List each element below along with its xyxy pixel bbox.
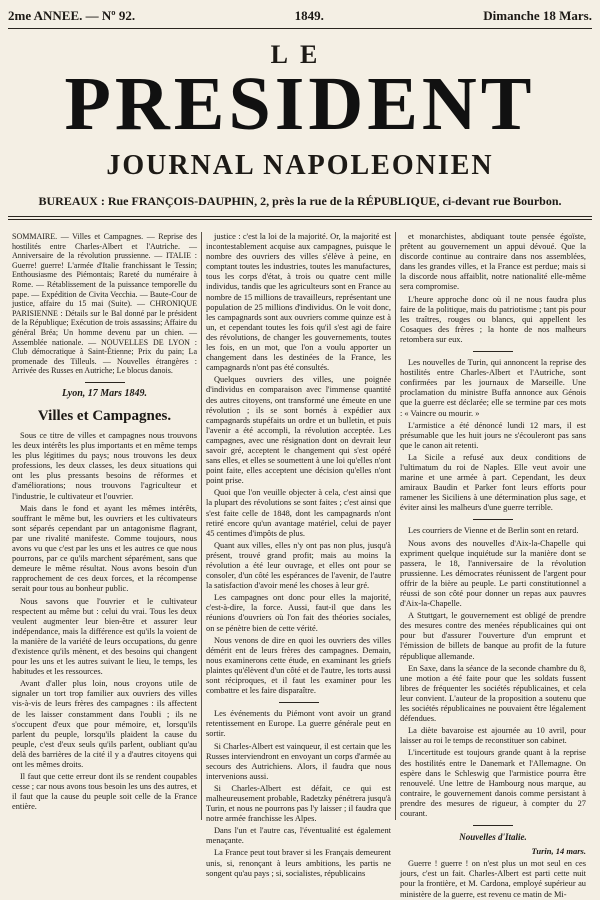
paragraph: Les campagnes ont donc pour elles la majorité, c'est-à-dire, la force. Aussi, faut-il que dans les réunions d'ouvriers où l'on fait des théories sociales, on se pénètre bien de cette vérité. <box>206 593 391 633</box>
paragraph: Les nouvelles de Turin, qui annoncent la reprise des hostilités entre Charles-Albert et l'Autriche, sont confirmées par les journaux de Marseille. Une proclamation du ministre Buffa annonce aux Génois que la guerre est déclarée; elle se termine par ces mots : « Vaincre ou mourir. » <box>400 358 586 418</box>
section-divider <box>473 519 513 520</box>
paragraph: Les événements du Piémont vont avoir un grand retentissement en Europe. La guerre générale peut en sortir. <box>206 709 391 739</box>
paragraph: Si Charles-Albert est vainqueur, il est certain que les Russes interviendront en envoyant un corps d'armée au secours des Autrichiens. Alors, il faudra que nous intervenions aussi. <box>206 741 391 781</box>
paragraph: Dans l'un et l'autre cas, l'éventualité est également menaçante. <box>206 826 391 846</box>
paragraph: La France peut tout braver si les Français demeurent unis, si, renonçant à leurs ambitions, les partis ne songent qu'au pays ; si, socialistes, républicains <box>206 848 391 878</box>
paragraph: Quoi que l'on veuille objecter à cela, c'est ainsi que la plupart des révolutions se sont faites ; c'est ainsi que s'est faite celle de 1848, dont les campagnards n'ont retiré encore qu'un avantage matériel, celui de payer 45 centimes d'impôts de plus. <box>206 488 391 538</box>
paragraph: La diète bavaroise est ajournée au 10 avril, pour laisser au roi le temps de reconstituer son cabinet. <box>400 726 586 746</box>
paragraph: Il faut que cette erreur dont ils se rendent coupables cesse ; car nous avons tous besoin les uns des autres, et il faut que la cause du peuple soit celle de la France entière. <box>12 772 197 812</box>
paragraph: et monarchistes, abdiquant toute pensée égoïste, prêtent au gouvernement un appui dévoué. Que la discorde continue au contraire dans nos assemblées, dans les grandes villes, et la France est perdue; mais si la discorde nous affaiblit, notre nationalité elle-même sera compromise. <box>400 232 586 292</box>
paragraph: Nous avons des nouvelles d'Aix-la-Chapelle qui expriment quelque inquiétude sur la manière dont se passera, le 18, l'anniversaire de la révolution prussienne. Les démocrates réunissent de l'argent pour offrir de la bière au peuple. Le parti constitutionnel a réussi de son côté pour donner un repas aux pauvres d'Aix-la-Chapelle. <box>400 538 586 609</box>
section-title: Nouvelles d'Italie. <box>459 832 527 843</box>
header-rule-bottom-2 <box>8 219 592 220</box>
paragraph: Avant d'aller plus loin, nous croyons utile de signaler un tort trop familier aux ouvriers des villes vis-à-vis de leurs frères des campagnes : ils affectent de les laisser constamment dans l'oubli ; ils ne s'occupent d'eux que pour mémoire, et, lorsqu'ils parlent du peuple, lorsqu'ils plaident la cause du peuple, c'est d'eux seuls qu'ils parlent, oubliant qu'au delà des barrières de la cité il y a d'autres citoyens qui ont les mêmes droits. <box>12 679 197 769</box>
column-right <box>396 232 590 899</box>
section-divider <box>279 702 319 703</box>
masthead-title: PRESIDENT <box>64 62 536 146</box>
issue-number: 2me ANNEE. — Nº 92. <box>8 8 136 23</box>
section-divider <box>473 351 513 352</box>
paragraph: justice : c'est la loi de la majorité. Or, la majorité est incontestablement acquise aux campagnes, puisque le nombre des ouvriers des villes s'élève à peine, en comptant toutes les industries, toutes les manufactures, tous les corps d'état, à trois ou quatre cent mille individus, tandis que les agriculteurs sont en France au nombre de 15 millions de travailleurs, représentant une population de 25 millions d'individus. On le voit donc, les campagnards sont aux ouvriers comme quinze est à un, et cependant toutes les fois qu'il s'est agi de faire des révolutions, de changer les gouvernements, toutes les fois, en un mot, que l'on a voulu apporter un changement dans les destinées de la France, les campagnards n'ont pas été consultés. <box>206 232 391 373</box>
article-title: Villes et Campagnes. <box>37 408 172 424</box>
office-address: BUREAUX : Rue FRANÇOIS-DAUPHIN, 2, près la rue de la RÉPUBLIQUE, ci-devant rue Bourbon. <box>38 194 562 208</box>
issue-date: Dimanche 18 Mars. <box>483 8 592 23</box>
paragraph: Quant aux villes, elles n'y ont pas non plus, jusqu'à présent, trouvé grand profit; mais au moins la révolution a été leur ouvrage, et elles ont pour se consoler, d'un côté les espérances de l'avenir, de l'autre la satisfaction d'avoir mené les choses à leur gré. <box>206 540 391 591</box>
columns <box>8 232 592 899</box>
column-middle <box>202 232 396 878</box>
section-dateline: Turin, 14 mars. <box>531 846 586 857</box>
paragraph: A Stuttgart, le gouvernement est obligé de prendre des mesures contre des menées républicaines qui ont pour but d'assurer l'ouverture d'un emprunt et l'émission de billets de banque au profit de la future république allemande. <box>400 611 586 661</box>
paragraph: L'heure approche donc où il ne nous faudra plus faire de la politique, mais du patriotisme ; tant pis pour les traîtres, rouges ou blancs, qui appellent les Cosaques des frères ; la honte de nos malheurs retombera sur eux. <box>400 294 586 344</box>
paragraph: En Saxe, dans la séance de la seconde chambre du 8, une motion a été faite pour que les soldats fussent libres de fréquenter les sociétés républicaines, et cela leur convient. L'auteur de la proposition a soutenu que les sociétés républicaines ne pouvaient être légalement défendues. <box>400 663 586 724</box>
paragraph: L'incertitude est toujours grande quant à la reprise des hostilités entre le Danemark et l'Allemagne. On espère dans le Schleswig que l'armistice pourra être renouvelé. Une lettre de Hambourg nous marque, au contraire, le gouvernement danois comme persistant à prendre des mesures de rigueur, à compter du 27 courant. <box>400 748 586 818</box>
section-divider <box>473 825 513 826</box>
paragraph: Les courriers de Vienne et de Berlin sont en retard. <box>408 526 579 536</box>
paragraph: Mais dans le fond et ayant les mêmes intérêts, souffrant le même but, les ouvriers et les cultivateurs sont séparés cependant par un antagonisme flagrant, par une rivalité manifeste. Comme toujours, nous avons vu que c'est par les uns et les autres ce que nous pourrons, par ce qu'ils marchent séparément, sans que demeure le même résultat. Nous avons besoin d'un rapprochement de ces deux forces, et la récompense serait pour tous au bonheur public. <box>12 503 197 594</box>
paragraph: Guerre ! guerre ! on n'est plus un mot seul en ces jours, c'est un fait. Charles-Albert est parti cette nuit pour la frontière, et M. Cardona, employé supérieur au ministère de la guerre, est revenu ce matin de Mi- <box>400 859 586 899</box>
summary-divider <box>85 382 125 383</box>
paragraph: Quelques ouvriers des villes, une poignée d'individus en comparaison avec l'immense quantité des autres citoyens, ont transformé une émeute en une révolution ; ils se sont bornés à expédier aux campagnards stupéfaits un ordre et un bulletin, et puis l'avenir a été accompli, la révolution acceptée. Les campagnes, avec une résignation dont on devrait leur savoir gré, acceptent le changement qui s'est opéré sans elles, et elles se soumettent à une loi qu'elles n'ont point faite, elles acceptent une décision qu'elles n'ont point prise. <box>206 375 391 486</box>
column-left <box>8 232 202 820</box>
issue-header-line <box>8 6 592 26</box>
masthead-subtitle: JOURNAL NAPOLEONIEN <box>106 150 494 181</box>
year: 1849. <box>294 8 324 23</box>
header-rule-bottom <box>8 216 592 217</box>
header-rule-top <box>8 28 592 29</box>
paragraph: Nous savons que l'ouvrier et le cultivateur respectent au même but : celui du vrai. Tous les deux veulent augmenter leur bien-être et assurer leur indépendance, mais la différence est qu'ils la voient de la manière de la variété de leurs occupations, du genre d'existence qu'ils mènent, et des besoins qui changent pour les uns et les autres suivant le lieu, le temps, les habitudes et les ressources. <box>12 596 197 677</box>
paragraph: La Sicile a refusé aux deux conditions de l'ultimatum du roi de Naples. Elle veut avoir une marine et une armée à part. Cependant, les deux amiraux Baudin et Parker font leurs efforts pour ramener les Siciliens à une détermination plus sage, et éviter ainsi les malheurs d'une guerre terrible. <box>400 452 586 513</box>
paragraph: L'armistice a été dénoncé lundi 12 mars, il est présumable que les huit jours ne s'écouleront pas sans que le canon ait retenti. <box>400 420 586 450</box>
paragraph: Si Charles-Albert est défait, ce qui est malheureusement probable, Radetzky pénétrera jusqu'à Turin, et nous ne pourrons pas l'y laisser ; il faudra que notre armée franchisse les Alpes. <box>206 783 391 824</box>
summary: SOMMAIRE. — Villes et Campagnes. — Reprise des hostilités entre Charles-Albert et l'Autriche. — Anniversaire de la révolution prussienne. — ITALIE : Guerre! guerre! L'armée d'Italie franchissant le Tessin; Enthousiasme des Piémontais; Rareté du numéraire à Rome. — Rétablissement de la puissance temporelle du pape. — Expédition de Civita Vecchia. — Baute-Cour de justice, affaire du 15 mai (Suite). — CHRONIQUE PARISIENNE : Détails sur le Bal donné par le président de la République; Exécution de trois assassins; Affaire du général Bréa; Un homme devenu par un chien. — Assemblée nationale. — NOUVELLES DE LYON : Club démocratique à Saint-Étienne; Prix du pain; La promenade des Tilleuls. — Nouvelles étrangères : Arrivée des Russes en Autriche; Le blocus danois. <box>12 232 197 376</box>
dateline: Lyon, 17 Mars 1849. <box>62 387 147 399</box>
masthead-le: LE <box>270 40 330 69</box>
paragraph: Sous ce titre de villes et campagnes nous trouvons les deux intérêts les plus importants et en même temps les plus légitimes du pays; nous trouvons les deux professions, les deux classes, les deux situations qui ont les plus pressants besoins de réformes et d'améliorations; nous trouvons l'agriculteur et l'industrie, le cultivateur et l'ouvrier. <box>12 431 197 501</box>
paragraph: Nous venons de dire en quoi les ouvriers des villes démérit ent de leurs frères des campagnes. Demain, nous examinerons cette étude, en examinant les griefs plaintes qu'élèvent d'un côté et de l'autre, les torts aussi sont réciproques, et il faut les examiner pour les combattre et les faire disparaître. <box>206 635 391 696</box>
